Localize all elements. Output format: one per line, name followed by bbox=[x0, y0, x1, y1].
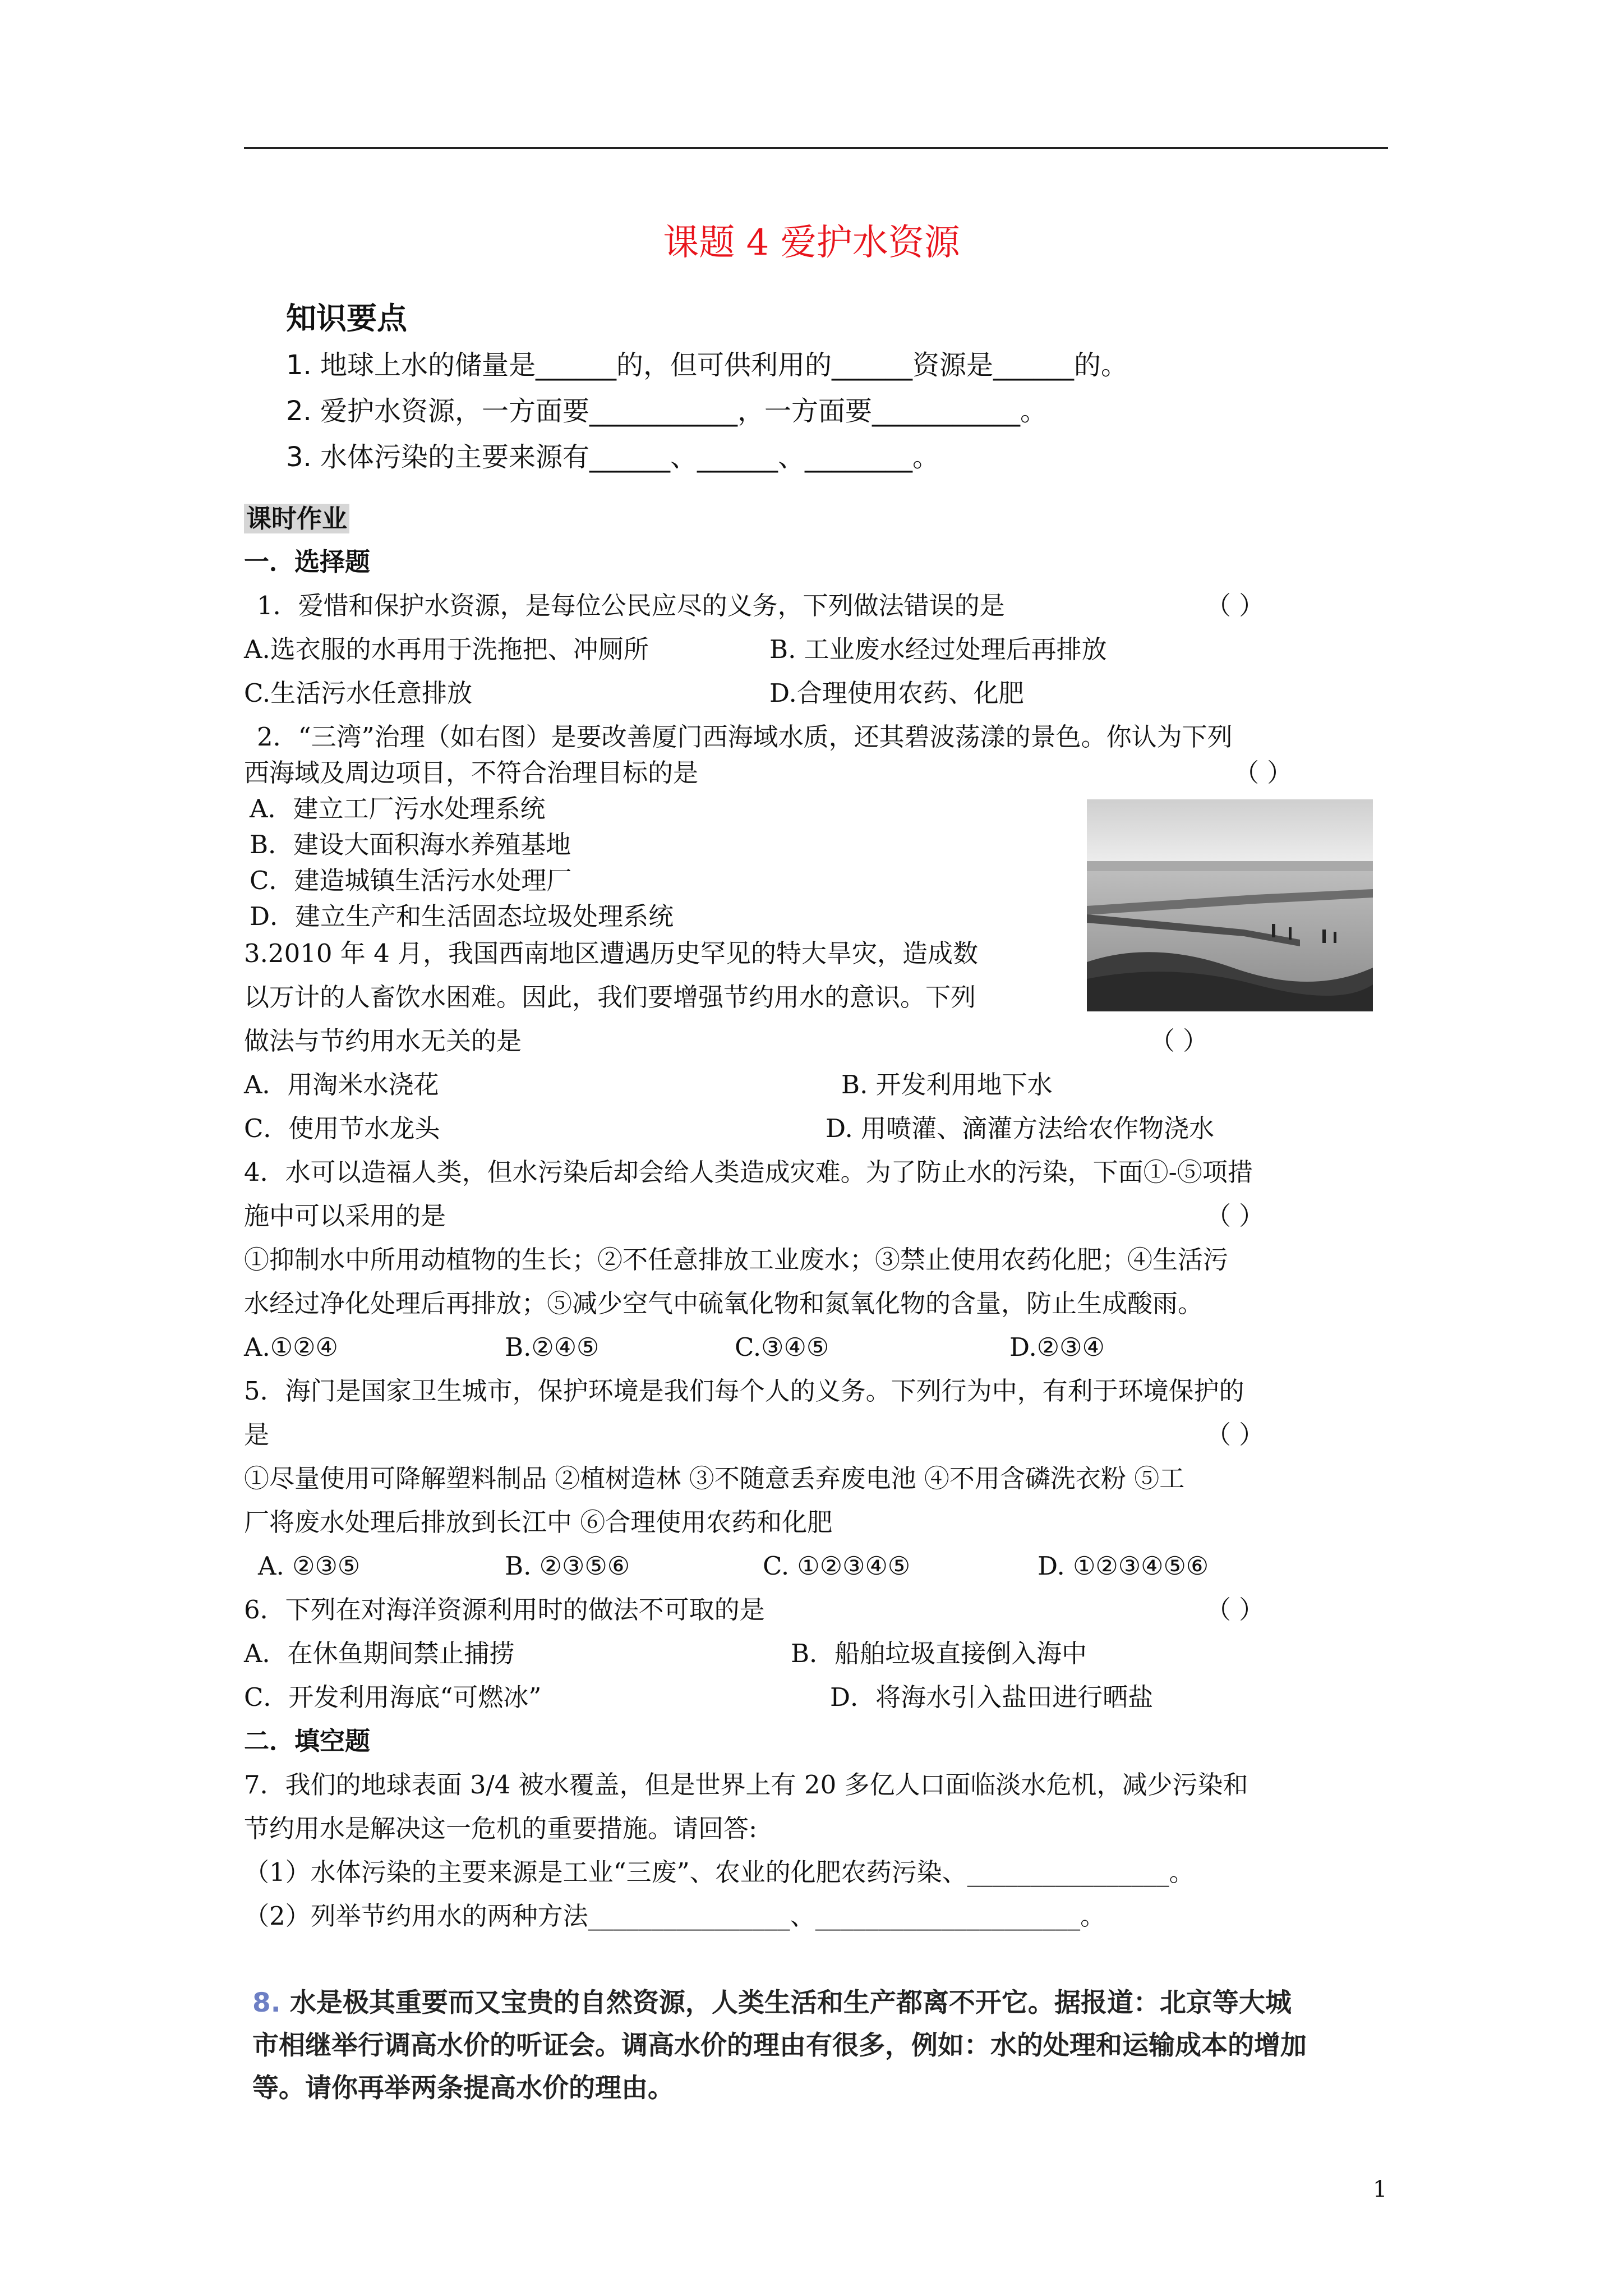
q5-option-b: B. ②③⑤⑥ bbox=[505, 1551, 630, 1581]
q4-option-d: D.②③④ bbox=[1009, 1332, 1105, 1362]
q4-bracket: （ ） bbox=[1206, 1201, 1265, 1231]
q6-option-c: C．开发利用海底“可燃冰” bbox=[244, 1682, 542, 1712]
q3-option-b: B. 开发利用地下水 bbox=[841, 1070, 1053, 1099]
q8-line3: 等。请你再举两条提高水价的理由。 bbox=[252, 2073, 674, 2104]
q6-bracket: （ ） bbox=[1206, 1595, 1265, 1625]
q4-option-a: A.①②④ bbox=[244, 1332, 338, 1362]
q5-bracket: （ ） bbox=[1206, 1420, 1265, 1450]
knowledge-heading: 知识要点 bbox=[286, 301, 407, 336]
q4-stem-line1: 4．水可以造福人类，但水污染后却会给人类造成灾难。为了防止水的污染，下面①-⑤项措 bbox=[244, 1157, 1253, 1187]
q4-stem-line3: ①抑制水中所用动植物的生长；②不任意排放工业废水；③禁止使用农药化肥；④生活污 bbox=[244, 1245, 1229, 1274]
q8-number: 8. bbox=[252, 1987, 281, 2018]
knowledge-item-1: 1. 地球上水的储量是______的，但可供利用的______资源是______的。 bbox=[286, 349, 1128, 381]
section-fill-heading: 二．填空题 bbox=[244, 1726, 371, 1756]
q3-option-d: D. 用喷灌、滴灌方法给农作物浇水 bbox=[826, 1114, 1215, 1143]
q2-option-d: D．建立生产和生活固态垃圾处理系统 bbox=[250, 901, 674, 931]
homework-heading: 课时作业 bbox=[244, 504, 349, 533]
q1-option-b: B. 工业废水经过处理后再排放 bbox=[769, 634, 1107, 664]
q2-option-b: B．建设大面积海水养殖基地 bbox=[250, 830, 571, 859]
section-choice-heading: 一．选择题 bbox=[244, 547, 371, 577]
q1-bracket: （ ） bbox=[1206, 591, 1265, 620]
q8-line1-text: 水是极其重要而又宝贵的自然资源，人类生活和生产都离不开它。据报道：北京等大城 bbox=[280, 1987, 1292, 2018]
q3-stem-line2: 以万计的人畜饮水困难。因此，我们要增强节约用水的意识。下列 bbox=[244, 982, 976, 1012]
q4-option-b: B.②④⑤ bbox=[505, 1332, 600, 1362]
q3-stem-line3: 做法与节约用水无关的是 bbox=[244, 1026, 522, 1056]
q3-option-a: A．用淘米水浇花 bbox=[244, 1070, 439, 1099]
q1-option-a: A.选衣服的水再用于洗拖把、冲厕所 bbox=[244, 634, 649, 664]
q5-stem-line2: 是 bbox=[244, 1420, 270, 1450]
harbor-photo bbox=[1087, 799, 1373, 1011]
q3-bracket: （ ） bbox=[1150, 1026, 1209, 1056]
q5-stem-line3: ①尽量使用可降解塑料制品 ②植树造林 ③不随意丢弃废电池 ④不用含磷洗衣粉 ⑤工 bbox=[244, 1464, 1185, 1493]
q4-stem-line2: 施中可以采用的是 bbox=[244, 1201, 446, 1231]
q3-option-c: C．使用节水龙头 bbox=[244, 1114, 440, 1143]
q3-stem-line1: 3.2010 年 4 月，我国西南地区遭遇历史罕见的特大旱灾，造成数 bbox=[244, 938, 979, 968]
q1-stem: 1．爱惜和保护水资源，是每位公民应尽的义务，下列做法错误的是 bbox=[257, 591, 1005, 620]
q7-stem-line1: 7．我们的地球表面 3/4 被水覆盖，但是世界上有 20 多亿人口面临淡水危机，减少污染和 bbox=[244, 1770, 1248, 1800]
q2-option-a: A．建立工厂污水处理系统 bbox=[250, 794, 546, 823]
q1-option-d: D.合理使用农药、化肥 bbox=[769, 678, 1024, 708]
q2-stem-line1: 2．“三湾”治理（如右图）是要改善厦门西海域水质，还其碧波荡漾的景色。你认为下列 bbox=[257, 722, 1233, 752]
header-rule bbox=[244, 147, 1388, 149]
page-number: 1 bbox=[1373, 2177, 1387, 2202]
q4-stem-line4: 水经过净化处理后再排放；⑤减少空气中硫氧化物和氮氧化物的含量，防止生成酸雨。 bbox=[244, 1289, 1204, 1318]
q6-option-b: B．船舶垃圾直接倒入海中 bbox=[791, 1639, 1087, 1668]
q4-option-c: C.③④⑤ bbox=[735, 1332, 829, 1362]
knowledge-item-3: 3. 水体污染的主要来源有______、______、________。 bbox=[286, 441, 940, 473]
q5-option-c: C. ①②③④⑤ bbox=[763, 1551, 911, 1581]
q2-option-c: C．建造城镇生活污水处理厂 bbox=[250, 866, 572, 895]
q6-stem: 6．下列在对海洋资源利用时的做法不可取的是 bbox=[244, 1595, 765, 1625]
page-title: 课题 4 爱护水资源 bbox=[663, 222, 960, 264]
q5-stem-line1: 5．海门是国家卫生城市，保护环境是我们每个人的义务。下列行为中，有利于环境保护的 bbox=[244, 1376, 1244, 1406]
q2-stem-line2: 西海域及周边项目，不符合治理目标的是 bbox=[244, 758, 699, 788]
q6-option-a: A．在休鱼期间禁止捕捞 bbox=[244, 1639, 515, 1668]
q7-stem-line2: 节约用水是解决这一危机的重要措施。请回答: bbox=[244, 1814, 758, 1843]
q1-option-c: C.生活污水任意排放 bbox=[244, 678, 473, 708]
harbor-photo-drawing bbox=[1087, 799, 1373, 1011]
q7-sub2: （2）列举节约用水的两种方法________________、_____________________。 bbox=[244, 1901, 1106, 1931]
q8-line1 bbox=[252, 1984, 1292, 2023]
q6-option-d: D．将海水引入盐田进行晒盐 bbox=[830, 1682, 1154, 1712]
q5-option-a: A. ②③⑤ bbox=[258, 1551, 361, 1581]
q5-option-d: D. ①②③④⑤⑥ bbox=[1038, 1551, 1209, 1581]
q8-line2: 市相继举行调高水价的听证会。调高水价的理由有很多，例如：水的处理和运输成本的增加 bbox=[252, 2030, 1307, 2061]
knowledge-item-2: 2. 爱护水资源，一方面要___________，一方面要___________。 bbox=[286, 395, 1048, 427]
q7-sub1: （1）水体污染的主要来源是工业“三废”、农业的化肥农药污染、________________。 bbox=[244, 1857, 1195, 1887]
q5-stem-line4: 厂将废水处理后排放到长江中 ⑥合理使用农药和化肥 bbox=[244, 1507, 833, 1537]
q2-bracket: （ ） bbox=[1234, 758, 1293, 788]
